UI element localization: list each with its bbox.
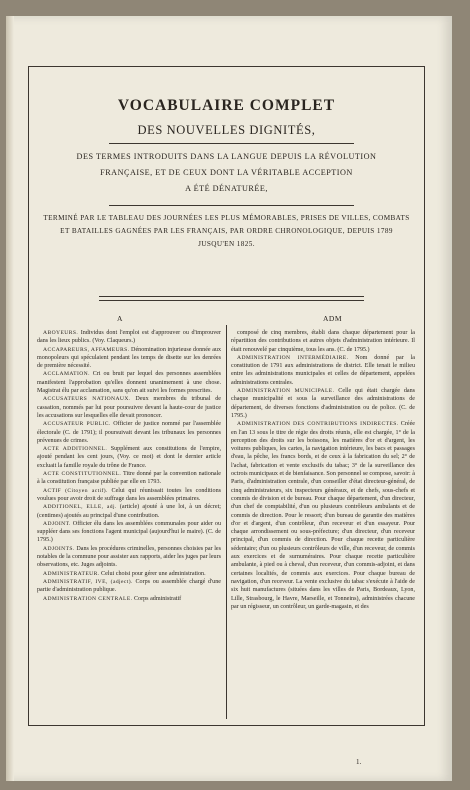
- description-line: DES TERMES INTRODUITS DANS LA LANGUE DEPUIS LA RÉVOLUTION: [76, 152, 377, 161]
- text-frame: [28, 66, 425, 726]
- right-column-header: ADM: [323, 314, 343, 323]
- entry-term: ADJOINTS.: [43, 545, 75, 552]
- entry-text: Créée en l'an 13 sous le titre de régie des droits réunis, elle est chargée, 1° de la perception des droits sur les boissons, les matières d'or et d'argent, les voitures publiques, les cartes, la navigation intérieure, les bacs et passages d'eau, la pêche, les francs bords, et de ceux à la fabrication du sel; 2° de l'achat, fabrication et vente exclusifs du tabac; 3° de la surveillance des octrois municipaux et de bienfaisance. Son personnel se compose, savoir: à Paris, d'administration centrale, d'un conseiller d'état directeur-général, de cinq administrateurs, six inspecteurs généraux, et de chefs, sous-chefs et commis de division et de bureau. Pour chaque département, d'un directeur, d'un chef de comptabilité, d'un ou plusieurs contrôleurs ambulants et de commis de direction. Pour le ressort; d'un bureau de garantie des matières d'or et d'argent, d'un contrôleur, d'un receveur et d'un essayeur. Pour chaque arrondissement ou sous-préfecture; d'un directeur, d'un receveur principal, d'un commis de direction. Pour chaque recette particulière sédentaire; d'un ou plusieurs contrôleurs de ville, d'un receveur, de commis aux exercices et de surnuméraires. Pour chaque recette particulière ambulante, à pied ou à cheval, d'un receveur, d'un commis-adjoint, et dans certaines localités, de commis aux exercices. Pour chaque bureau de navigation, d'un receveur. La vente exclusive du tabac s'exécute à l'aide de six huit manufactures (situées dans les villes de Paris, Bordeaux, Lyon, Lille, Strasbourg, le Havre, Marseille, et Tonneins), administrées chacune par un régisseur, un contrôleur, un garde-magasin, et des: [231, 421, 416, 610]
- entry-text: Deux membres du tribunal de cassation, nommés par lui pour poursuivre devant la haute-cour de justice les accusations sur lesquelles elle devait prononcer.: [37, 396, 221, 419]
- entry-text: Officier de justice nommé par l'assemblée électorale (C. de 1791); il poursuivait devant les tribunaux les personnes prévenues de crimes.: [37, 421, 221, 444]
- entry-text: Supplément aux constitutions de l'empire, ajouté pendant les cent jours, (Voy. ce mot) et dont le dernier article excluait la famille royale du trône de France.: [37, 446, 221, 469]
- entry-term: ACTIF (Citoyen actif).: [43, 487, 108, 494]
- left-column-header: A: [117, 314, 123, 323]
- entry: [37, 595, 221, 603]
- entry-text: Celui qui réunissait toutes les conditions voulues pour avoir droit de suffrage dans les assemblées primaires.: [37, 487, 222, 502]
- description-rule: [109, 205, 354, 206]
- entry-text: Nom donné par la constitution de 1791 aux administrations de district. Elle tenait le milieu entre les administrations municipales et celles de département, appelées administrations centrales.: [231, 354, 416, 386]
- entry-text: Corps ou assemblée chargé d'une partie d'administration publique.: [37, 578, 221, 594]
- entry: [37, 545, 221, 570]
- entry: [231, 420, 415, 611]
- entry-text: Dénomination injurieuse donnée aux monopoleurs qui spéculaient pendant les temps de disette sur les denrées de première nécessité.: [37, 346, 221, 370]
- entry: [231, 354, 415, 387]
- entry-term: ADMINISTRATIF, IVE, (adject).: [43, 578, 133, 585]
- entry: [37, 370, 221, 395]
- entry-term: ADMINISTRATION INTERMÉDIAIRE.: [237, 354, 349, 361]
- entry-text: composé de cinq membres, établi dans chaque département pour la répartition des contributions et autres objets d'administration intérieure. Il était renouvelé par cinquième, tous les ans. (C. de 1795.): [231, 330, 415, 353]
- document-description: [29, 149, 424, 197]
- entry-text: Celui choisi pour gérer une administration.: [99, 570, 206, 577]
- description-line: A ÉTÉ DÉNATURÉE,: [185, 184, 268, 193]
- document-title: VOCABULAIRE COMPLET: [117, 97, 336, 114]
- description-line: FRANÇAISE, ET DE CEUX DONT LA VÉRITABLE ACCEPTION: [100, 168, 353, 177]
- entry-term: ACCAPAREURS, AFFAMEURS.: [43, 346, 130, 353]
- document-note: TERMINÉ PAR LE TABLEAU DES JOURNÉES LES PLUS MÉMORABLES, PRISES DE VILLES, COMBATS ET BATAILLES GAGNÉES PAR LES FRANÇAIS, PAR ORDRE CHRONOLOGIQUE, DEPUIS 1789 JUSQU'EN 1825.: [43, 214, 410, 248]
- entry: [37, 487, 221, 504]
- title-rule: [109, 143, 354, 144]
- entry-text: Celle qui était chargée dans chaque municipalité et sous la surveillance des administrations de département, de diverses fonctions d'administration ou de police. (C. de 1795.): [231, 388, 415, 419]
- ornamental-double-rule: [99, 296, 364, 302]
- column-divider: [226, 325, 227, 719]
- entry-term: ACCUSATEURS NATIONAUX.: [43, 396, 131, 403]
- entry: [37, 470, 221, 487]
- right-column: [231, 329, 415, 611]
- entry-term: ADMINISTRATION CENTRALE.: [43, 595, 133, 602]
- entry: [37, 503, 221, 520]
- footer-mark: 1.: [356, 758, 362, 766]
- document-subtitle: DES NOUVELLES DIGNITÉS,: [137, 123, 316, 137]
- entry-text: (article) ajouté à une loi, à un décret; (centimes) ajoutés au principal d'une contribution.: [37, 504, 221, 519]
- entry-text: Dans les procédures criminelles, personnes choisies par les notables de la commune pour assister aux rapports, aider les juges par leurs observations, etc. Juges adjoints.: [37, 545, 221, 569]
- entry: [231, 387, 415, 420]
- entry-term: ADMINISTRATION MUNICIPALE.: [237, 388, 335, 395]
- entry-term: ABOYEURS.: [43, 330, 79, 336]
- entry: [37, 420, 221, 445]
- entry-term: ADJOINT.: [43, 520, 71, 527]
- entry-text: Cri ou bruit par lequel des personnes assemblées manifestent l'approbation qu'elles donnent unanimement à une chose. Magistrat élu par acclamation, sans qu'on ait suivi les formes prescrites.: [37, 371, 221, 395]
- entry-text: Corps administratif: [132, 595, 182, 602]
- entry: [37, 445, 221, 470]
- entry-term: ADDITIONEL, ELLE, adj.: [43, 504, 117, 511]
- entry-text: Individus dont l'emploi est d'approuver ou d'improuver dans les lieux publics. (Voy. Claqueurs.): [37, 330, 221, 345]
- entry-term: ACCUSATEUR PUBLIC.: [43, 421, 111, 428]
- book-page: [6, 16, 452, 781]
- entry-term: ACCLAMATION.: [43, 371, 90, 378]
- entry-text: Officier élu dans les assemblées communales pour aider ou suppléer dans ses fonctions l'agent municipal (aujourd'hui le maire). (C. de 1795.): [37, 520, 221, 544]
- entry: [37, 570, 221, 578]
- page-spine: [6, 16, 14, 781]
- entry: [37, 346, 221, 371]
- entry-term: ACTE ADDITIONNEL.: [43, 446, 108, 453]
- entry: [231, 329, 415, 354]
- entry: [37, 578, 221, 595]
- left-column: [37, 329, 221, 603]
- entry: [37, 520, 221, 545]
- entry-text: Titre donné par la convention nationale à la constitution française publiée par elle en 1793.: [37, 471, 222, 486]
- entry: [37, 329, 221, 346]
- entry-term: ADMINISTRATEUR.: [43, 570, 100, 577]
- entry-term: ADMINISTRATION DES CONTRIBUTIONS INDIRECTES.: [237, 421, 399, 428]
- entry-term: ACTE CONSTITUTIONNEL.: [43, 471, 122, 478]
- entry: [37, 395, 221, 420]
